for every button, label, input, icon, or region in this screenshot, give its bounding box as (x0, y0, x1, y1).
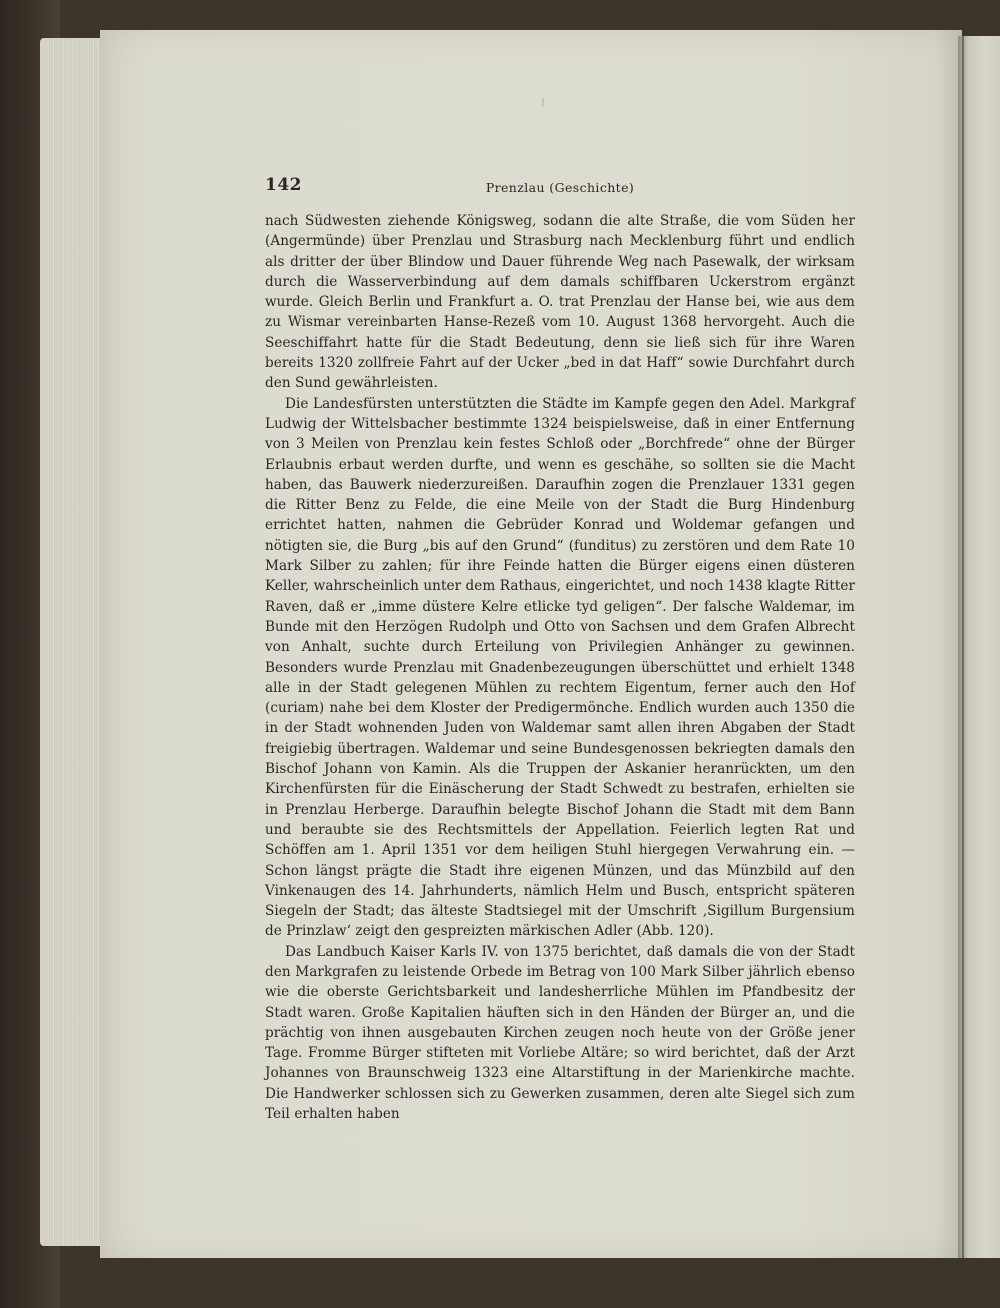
body-text (265, 211, 855, 1124)
page-speck (542, 98, 544, 107)
page-number: 142 (265, 175, 302, 195)
gutter-line (962, 36, 964, 1258)
paragraph-2: Die Landesfürsten unterstützten die Städte im Kampfe gegen den Adel. Markgraf Ludwig der Wittelsbacher bestimmte 1324 beispielsweise, daß in einer Entfernung von 3 Meilen von Prenzlau kein festes Schloß oder „Borchfrede“ ohne der Bürger Erlaubnis erbaut werden durfte, und wenn es geschähe, so sollten sie die Macht haben, das Bauwerk niederzureißen. Daraufhin zogen die Prenzlauer 1331 gegen die Ritter Benz zu Felde, die eine Meile von der Stadt die Burg Hindenburg errichtet hatten, nahmen die Gebrüder Konrad und Woldemar gefangen und nötigten sie, die Burg „bis auf den Grund“ (funditus) zu zerstören und dem Rate 10 Mark Silber zu zahlen; für ihre Feinde hatten die Bürger eigens einen düsteren Keller, wahrscheinlich unter dem Rathaus, eingerichtet, und noch 1438 klagte Ritter Raven, daß er „imme düstere Kelre etlicke tyd geligen“. Der falsche Waldemar, im Bunde mit den Herzögen Rudolph und Otto von Sachsen und dem Grafen Albrecht von Anhalt, suchte durch Erteilung von Privilegien Anhänger zu gewinnen. Besonders wurde Prenzlau mit Gnadenbezeugungen überschüttet und erhielt 1348 alle in der Stadt gelegenen Mühlen zu rechtem Eigentum, ferner auch den Hof (curiam) nahe bei dem Kloster der Predigermönche. Endlich wurden auch 1350 die in der Stadt wohnenden Juden von Waldemar samt allen ihren Abgaben der Stadt freigiebig übertragen. Waldemar und seine Bundesgenossen bekriegten damals den Bischof Johann von Kamin. Als die Truppen der Askanier heranrückten, um den Kirchenfürsten für die Einäscherung der Stadt Schwedt zu bestrafen, erhielten sie in Prenzlau Herberge. Daraufhin belegte Bischof Johann die Stadt mit dem Bann und beraubte sie des Rechtsmittels der Appellation. Feierlich legten Rat und Schöffen am 1. April 1351 vor dem heiligen Stuhl hiergegen Verwahrung ein. — Schon längst prägte die Stadt ihre eigenen Münzen, und das Münzbild auf den Vinkenaugen des 14. Jahrhunderts, nämlich Helm und Busch, entspricht späteren Siegeln der Stadt; das älteste Stadtsiegel mit der Umschrift ‚Sigillum Burgensium de Prinzlaw‘ zeigt den gespreizten märkischen Adler (Abb. 120). (265, 395, 855, 940)
page-edges (40, 38, 104, 1246)
text-block (265, 175, 855, 1124)
running-head: Prenzlau (Geschichte) (485, 180, 635, 195)
paragraph-1: nach Südwesten ziehende Königsweg, sodann die alte Straße, die vom Süden her (Angermünde) über Prenzlau und Strasburg nach Mecklenburg führt und endlich als dritter der über Blindow und Dauer führende Weg nach Pasewalk, der wirksam durch die Wasserverbindung auf dem damals schiffbaren Uckerstrom ergänzt wurde. Gleich Berlin und Frankfurt a. O. trat Prenzlau der Hanse bei, wie aus dem zu Wismar vereinbarten Hanse-Rezeß vom 10. August 1368 hervorgeht. Auch die Seeschiffahrt hatte für die Stadt Bedeutung, denn sie ließ sich für ihre Waren bereits 1320 zollfreie Fahrt auf der Ucker „bed in dat Haff“ sowie Durchfahrt durch den Sund gewährleisten. (265, 213, 855, 392)
paragraph-3: Das Landbuch Kaiser Karls IV. von 1375 berichtet, daß damals die von der Stadt den Markgrafen zu leistende Orbede im Betrag von 100 Mark Silber jährlich ebenso wie die oberste Gerichtsbarkeit und landesherrliche Mühlen im Pfandbesitz der Stadt waren. Große Kapitalien häuften sich in den Händen der Bürger an, und die prächtig von ihnen ausgebauten Kirchen zeugen noch heute von der Größe jener Tage. Fromme Bürger stifteten mit Vorliebe Altäre; so wird berichtet, daß der Arzt Johannes von Braunschweig 1323 eine Altarstiftung in der Marienkirche machte. Die Handwerker schlossen sich zu Gewerken zusammen, deren alte Siegel sich zum Teil erhalten haben (265, 943, 855, 1123)
next-page-edge (958, 36, 1000, 1258)
page-header (265, 175, 855, 207)
